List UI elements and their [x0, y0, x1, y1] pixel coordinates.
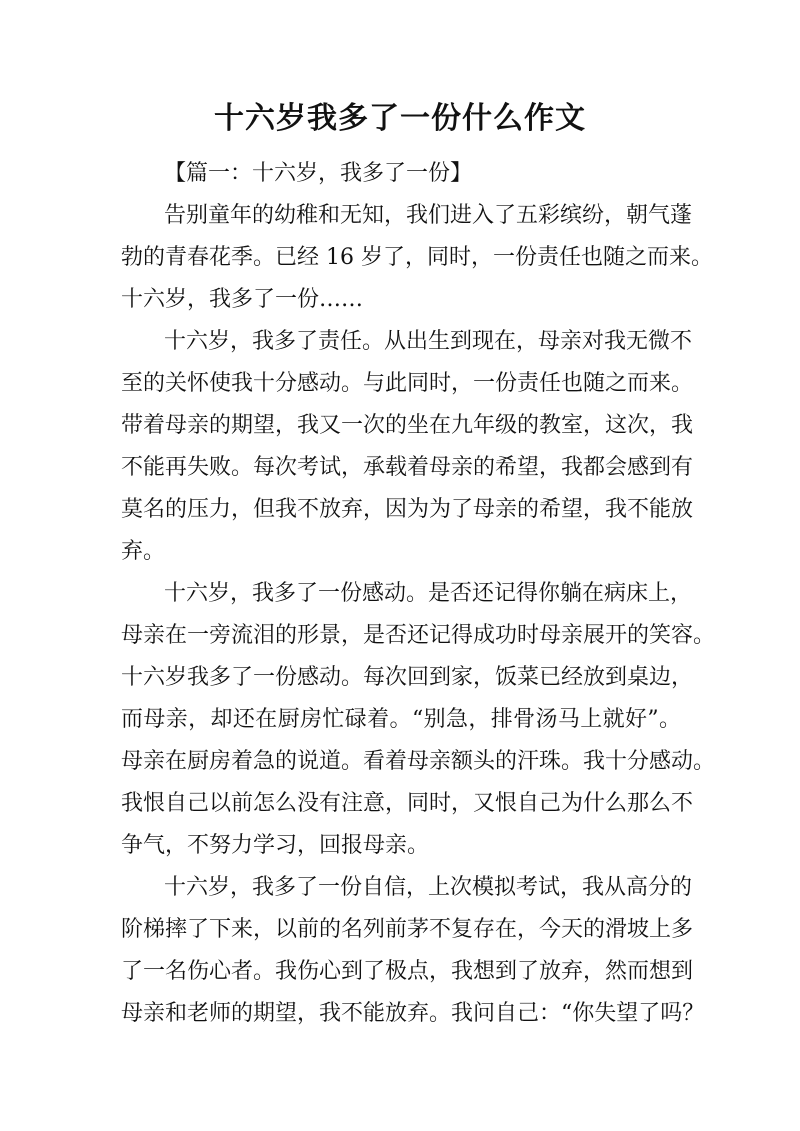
paragraph-line: 阶梯摔了下来，以前的名列前茅不复存在，今天的滑坡上多 — [121, 917, 694, 942]
paragraph-line: 十六岁，我多了责任。从出生到现在，母亲对我无微不 — [164, 329, 693, 354]
paragraph-line: 至的关怀使我十分感动。与此同时，一份责任也随之而来。 — [121, 371, 694, 396]
paragraph-line: 弃。 — [121, 539, 166, 564]
paragraph-line: 母亲在一旁流泪的形景，是否还记得成功时母亲展开的笑容。 — [121, 623, 716, 648]
paragraph-line: 莫名的压力，但我不放弃，因为为了母亲的希望，我不能放 — [121, 497, 694, 522]
paragraph-line: 十六岁，我多了一份自信，上次模拟考试，我从高分的 — [164, 875, 693, 900]
paragraph-line: 争气，不努力学习，回报母亲。 — [121, 833, 430, 858]
paragraph-line: 我恨自己以前怎么没有注意，同时，又恨自己为什么那么不 — [121, 791, 694, 816]
section-heading: 【篇一：十六岁，我多了一份】 — [164, 161, 473, 186]
paragraph-line: 十六岁，我多了一份…… — [121, 287, 364, 312]
paragraph-line: 母亲和老师的期望，我不能放弃。我问自己：“你失望了吗？ — [121, 1001, 705, 1026]
paragraph-line: 了一名伤心者。我伤心到了极点，我想到了放弃，然而想到 — [121, 959, 694, 984]
paragraph-line: 不能再失败。每次考试，承载着母亲的希望，我都会感到有 — [121, 455, 694, 480]
paragraph-line: 母亲在厨房着急的说道。看着母亲额头的汗珠。我十分感动。 — [121, 749, 716, 774]
document-title: 十六岁我多了一份什么作文 — [214, 101, 586, 136]
paragraph-line: 勃的青春花季。已经 16 岁了，同时，一份责任也随之而来。 — [121, 245, 713, 270]
paragraph-line: 而母亲，却还在厨房忙碌着。“别急，排骨汤马上就好”。 — [121, 707, 681, 732]
paragraph-line: 十六岁，我多了一份感动。是否还记得你躺在病床上， — [164, 581, 693, 606]
paragraph-line: 十六岁我多了一份感动。每次回到家，饭菜已经放到桌边， — [121, 665, 694, 690]
paragraph-line: 告别童年的幼稚和无知，我们进入了五彩缤纷，朝气蓬 — [164, 203, 693, 228]
paragraph-line: 带着母亲的期望，我又一次的坐在九年级的教室，这次，我 — [121, 413, 694, 438]
